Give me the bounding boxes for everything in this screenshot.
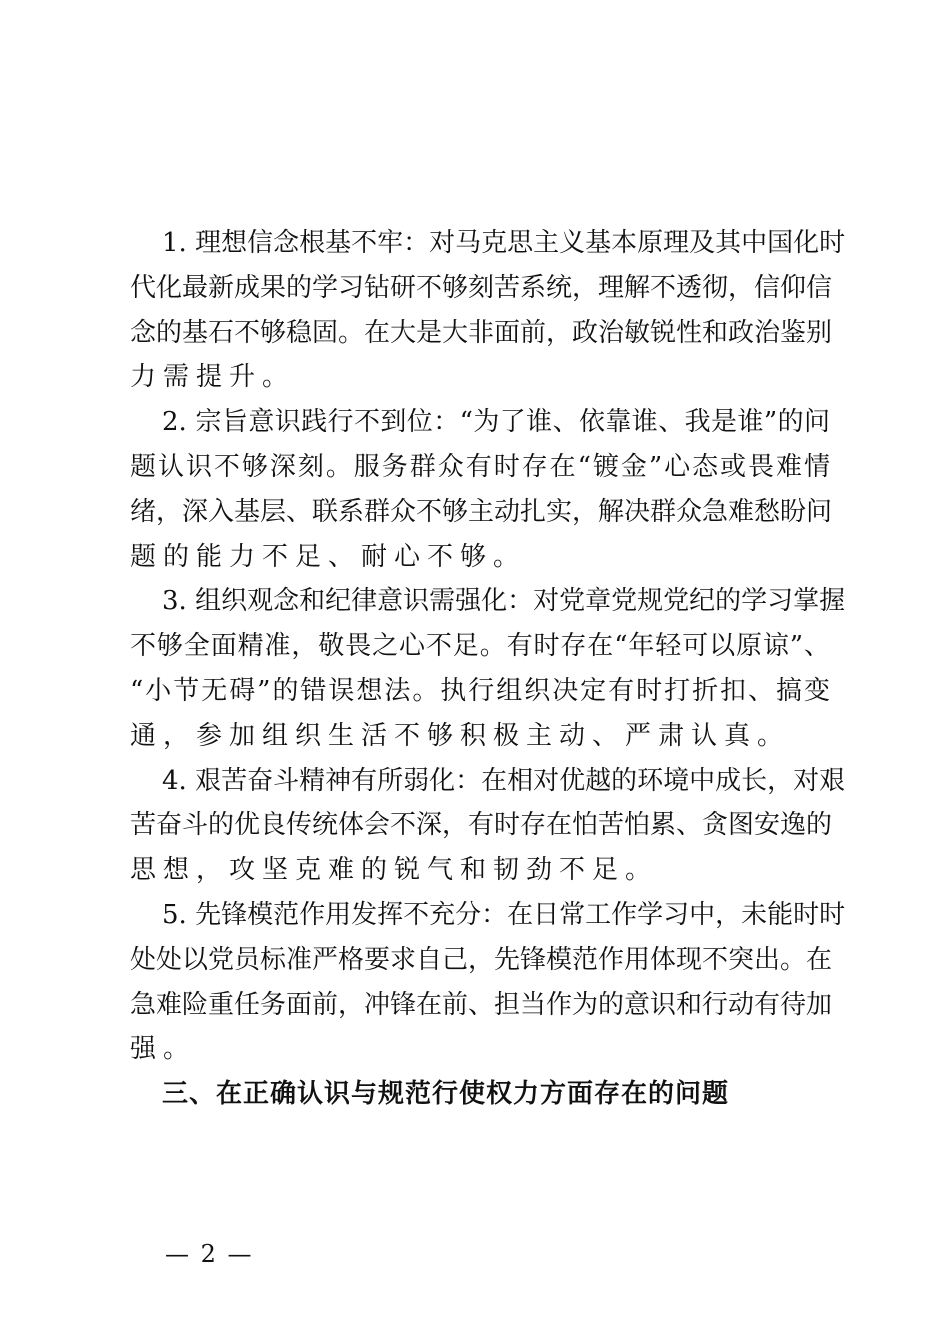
paragraph-1 xyxy=(130,221,846,400)
text-line: 强。 xyxy=(130,1034,197,1065)
document-body xyxy=(130,221,846,1117)
text-line: 题的能力不足、耐心不够。 xyxy=(130,541,527,572)
text-line: 通，参加组织生活不够积极主动、严肃认真。 xyxy=(130,720,791,751)
text-line: 代化最新成果的学习钻研不够刻苦系统，理解不透彻，信仰信 xyxy=(130,272,833,303)
text-line: 不够全面精准，敬畏之心不足。有时存在“年轻可以原谅”、 xyxy=(130,631,830,662)
paragraph-5 xyxy=(130,893,846,1072)
text-line: 3. 组织观念和纪律意识需强化：对党章党规党纪的学习掌握 xyxy=(162,586,846,617)
paragraph-3 xyxy=(130,579,846,758)
text-line: 处处以党员标准严格要求自己，先锋模范作用体现不突出。在 xyxy=(130,944,833,975)
text-line: 念的基石不够稳固。在大是大非面前，政治敏锐性和政治鉴别 xyxy=(130,317,833,348)
text-line: 5. 先锋模范作用发挥不充分：在日常工作学习中，未能时时 xyxy=(162,899,846,930)
paragraph-4 xyxy=(130,759,846,893)
text-line: 力需提升。 xyxy=(130,362,296,393)
text-line: 急难险重任务面前，冲锋在前、担当作为的意识和行动有待加 xyxy=(130,989,833,1020)
text-line: “小节无碍”的错误想法。执行组织决定有时打折扣、搞变 xyxy=(130,675,830,706)
text-line: 思想，攻坚克难的锐气和韧劲不足。 xyxy=(130,855,659,886)
text-line: 4. 艰苦奋斗精神有所弱化：在相对优越的环境中成长，对艰 xyxy=(162,765,846,796)
text-line: 苦奋斗的优良传统体会不深，有时存在怕苦怕累、贪图安逸的 xyxy=(130,810,833,841)
text-line: 2. 宗旨意识践行不到位：“为了谁、依靠谁、我是谁”的问 xyxy=(162,407,830,438)
text-line: 题认识不够深刻。服务群众有时存在“镀金”心态或畏难情 xyxy=(130,451,830,482)
page-number: — 2 — xyxy=(165,1240,254,1268)
text-line: 1. 理想信念根基不牢：对马克思主义基本原理及其中国化时 xyxy=(162,228,846,258)
text-line: 绪，深入基层、联系群众不够主动扎实，解决群众急难愁盼问 xyxy=(130,496,833,527)
section-heading: 三、在正确认识与规范行使权力方面存在的问题 xyxy=(162,1079,730,1110)
paragraph-2 xyxy=(130,400,833,579)
